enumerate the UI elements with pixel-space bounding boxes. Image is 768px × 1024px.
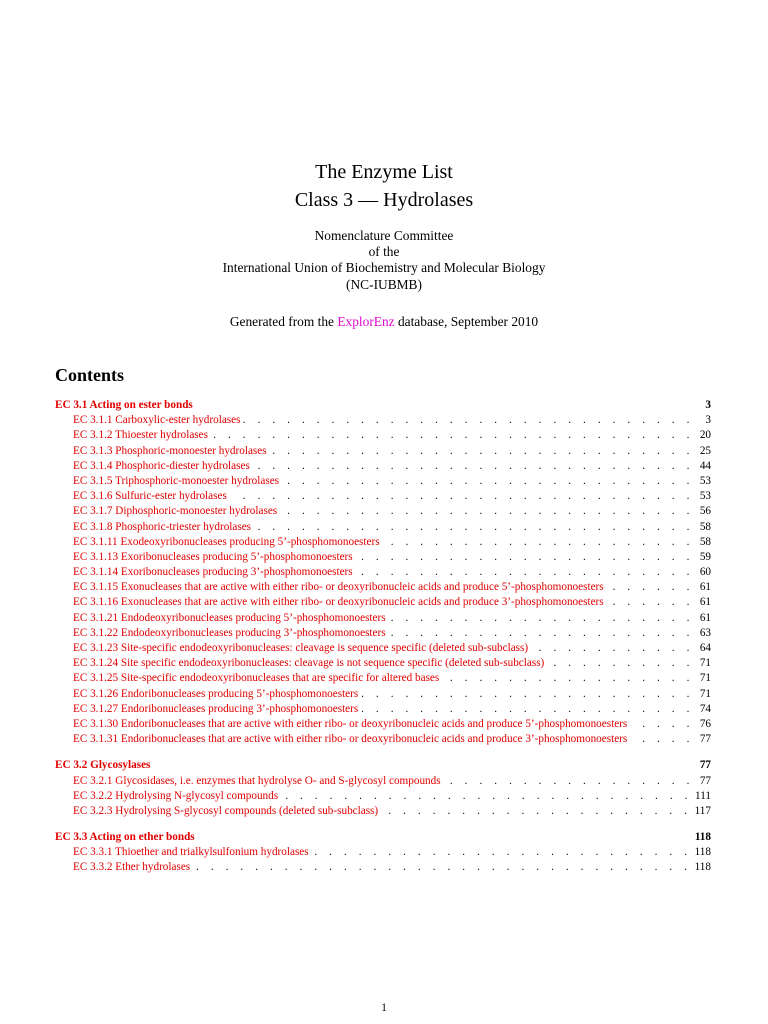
toc-entry-title[interactable]: EC 3.1.26 Endoribonucleases producing 5’-phosphomonoesters xyxy=(73,687,359,700)
toc-entry-title[interactable]: EC 3.1.23 Site-specific endodeoxyribonucleases: cleavage is sequence specific (deleted sub-subclass) xyxy=(73,642,529,654)
toc-entry-page: 63 xyxy=(699,626,711,639)
toc-leader-dots xyxy=(282,474,694,489)
toc-leader-dots xyxy=(270,444,694,459)
toc-entry-title[interactable]: EC 3.1.31 Endoribonucleases that are active with either ribo- or deoxyribonucleic acids and produce 3’-phosphomonoesters xyxy=(73,733,628,746)
toc-entry-title[interactable]: EC 3.3.2 Ether hydrolases xyxy=(73,861,191,874)
toc-entry[interactable] xyxy=(55,489,711,504)
toc-leader-dots xyxy=(389,611,694,626)
toc-entry[interactable] xyxy=(55,550,711,565)
toc-entry[interactable] xyxy=(55,565,711,580)
toc-leader-dots xyxy=(361,687,694,702)
toc-entry-page: 118 xyxy=(694,861,711,874)
toc-entry[interactable] xyxy=(55,641,711,656)
committee-block xyxy=(0,228,768,293)
toc-entry[interactable] xyxy=(55,860,711,875)
document-title xyxy=(0,158,768,214)
toc-leader-dots xyxy=(280,504,694,519)
toc-entry-title[interactable]: EC 3.1.27 Endoribonucleases producing 3’-phosphomonoesters xyxy=(73,702,359,715)
toc-entry[interactable] xyxy=(55,595,711,610)
toc-entry[interactable] xyxy=(55,845,711,860)
toc-entry-page: 118 xyxy=(694,846,711,859)
toc-entry-title[interactable]: EC 3.1.5 Triphosphoric-monoester hydrolases xyxy=(73,474,280,487)
committee-line-3: International Union of Biochemistry and Molecular Biology xyxy=(222,260,546,276)
toc-entry[interactable] xyxy=(55,626,711,641)
toc-entry-title[interactable]: EC 3.1.2 Thioester hydrolases xyxy=(73,429,208,442)
toc-section xyxy=(55,758,711,819)
toc-entry-page: 20 xyxy=(699,429,711,442)
toc-entry-page: 56 xyxy=(699,505,711,518)
toc-entry-page: 53 xyxy=(699,474,711,487)
toc-leader-dots xyxy=(253,459,694,474)
toc-entry-title[interactable]: EC 3.1.30 Endoribonucleases that are active with either ribo- or deoxyribonucleic acids and produce 5’-phosphomonoesters xyxy=(73,717,628,730)
toc-entry-title[interactable]: EC 3.1.3 Phosphoric-monoester hydrolases xyxy=(73,444,267,457)
toc-section-title[interactable]: EC 3.3 Acting on ether bonds xyxy=(55,831,195,844)
toc-leader-dots xyxy=(356,550,694,565)
toc-section-title[interactable]: EC 3.2 Glycosylases xyxy=(55,759,151,772)
toc-entry[interactable] xyxy=(55,732,711,747)
toc-entry[interactable] xyxy=(55,504,711,519)
toc-entry[interactable] xyxy=(55,611,711,626)
toc-entry-page: 53 xyxy=(699,490,711,503)
toc-entry-title[interactable]: EC 3.1.4 Phosphoric-diester hydrolases xyxy=(73,459,250,472)
generated-suffix: database, September 2010 xyxy=(394,314,539,329)
toc-entry[interactable] xyxy=(55,687,711,702)
table-of-contents xyxy=(55,398,711,887)
toc-entry-title[interactable]: EC 3.1.14 Exoribonucleases producing 3’-phosphomonoesters xyxy=(73,566,353,579)
toc-entry-page: 44 xyxy=(699,459,711,472)
toc-leader-dots xyxy=(281,789,692,804)
toc-entry-page: 3 xyxy=(705,414,711,427)
toc-leader-dots xyxy=(547,656,694,671)
toc-leader-dots xyxy=(630,717,694,732)
toc-entry-page: 71 xyxy=(699,687,711,700)
toc-entry[interactable] xyxy=(55,535,711,550)
toc-leader-dots xyxy=(381,804,691,819)
toc-entry-page: 58 xyxy=(699,535,711,548)
toc-entry-title[interactable]: EC 3.1.21 Endodeoxyribonucleases producing 5’-phosphomonoesters xyxy=(73,611,386,624)
toc-leader-dots xyxy=(361,702,694,717)
toc-section-page: 77 xyxy=(699,759,711,772)
toc-entry-page: 77 xyxy=(699,733,711,746)
toc-section xyxy=(55,830,711,876)
toc-leader-dots xyxy=(243,413,694,428)
toc-entry-page: 111 xyxy=(695,789,711,802)
toc-leader-dots xyxy=(630,732,694,747)
toc-entry-page: 60 xyxy=(699,566,711,579)
generated-note xyxy=(0,314,768,330)
toc-entry[interactable] xyxy=(55,804,711,819)
toc-section-page: 3 xyxy=(705,399,711,411)
toc-leader-dots xyxy=(193,860,691,875)
toc-entry-title[interactable]: EC 3.1.11 Exodeoxyribonucleases producing 5’-phosphomonoesters xyxy=(73,535,380,548)
toc-entry[interactable] xyxy=(55,428,711,443)
toc-leader-dots xyxy=(211,428,694,443)
toc-entry-title[interactable]: EC 3.1.24 Site specific endodeoxyribonucleases: cleavage is not sequence specific (deleted sub-subclass) xyxy=(73,657,545,670)
toc-entry-page: 61 xyxy=(699,611,711,624)
toc-entry-title[interactable]: EC 3.1.15 Exonucleases that are active with either ribo- or deoxyribonucleic acids and produce 5’-phosphomonoesters xyxy=(73,581,604,594)
toc-entry-title[interactable]: EC 3.1.16 Exonucleases that are active with either ribo- or deoxyribonucleic acids and produce 3’-phosphomonoesters xyxy=(73,596,604,609)
toc-entry[interactable] xyxy=(55,774,711,789)
toc-entry-title[interactable]: EC 3.1.22 Endodeoxyribonucleases producing 3’-phosphomonoesters xyxy=(73,626,386,639)
toc-entry-page: 61 xyxy=(699,581,711,594)
toc-entry-page: 76 xyxy=(699,717,711,730)
toc-entry-title[interactable]: EC 3.2.2 Hydrolysing N-glycosyl compounds xyxy=(73,789,279,802)
toc-entry[interactable] xyxy=(55,702,711,717)
toc-entry[interactable] xyxy=(55,413,711,428)
toc-leader-dots xyxy=(444,774,694,789)
committee-line-1: Nomenclature Committee xyxy=(314,228,454,243)
toc-entry-title[interactable]: EC 3.1.1 Carboxylic-ester hydrolases xyxy=(73,414,241,427)
toc-entry[interactable] xyxy=(55,671,711,686)
toc-section-entry[interactable] xyxy=(55,830,711,845)
title-line-2: Class 3 — Hydrolases xyxy=(294,189,474,211)
page-number: 1 xyxy=(381,1002,387,1014)
toc-entry-page: 71 xyxy=(699,672,711,685)
contents-heading: Contents xyxy=(55,365,125,385)
toc-section xyxy=(55,398,711,747)
toc-leader-dots xyxy=(389,626,694,641)
toc-leader-dots xyxy=(442,671,694,686)
toc-leader-dots xyxy=(607,580,694,595)
toc-entry-page: 71 xyxy=(699,657,711,670)
toc-entry[interactable] xyxy=(55,789,711,804)
toc-entry[interactable] xyxy=(55,474,711,489)
toc-leader-dots xyxy=(230,489,694,504)
title-line-1: The Enzyme List xyxy=(315,161,453,183)
toc-entry-page: 59 xyxy=(699,550,711,563)
toc-leader-dots xyxy=(356,565,694,580)
toc-entry[interactable] xyxy=(55,656,711,671)
toc-entry-page: 117 xyxy=(694,804,711,817)
toc-leader-dots xyxy=(607,595,694,610)
toc-entry-title[interactable]: EC 3.2.3 Hydrolysing S-glycosyl compounds (deleted sub-subclass) xyxy=(73,804,379,817)
toc-entry[interactable] xyxy=(55,717,711,732)
toc-entry[interactable] xyxy=(55,580,711,595)
generated-prefix: Generated from the xyxy=(229,314,338,329)
toc-entry-page: 64 xyxy=(699,642,711,654)
toc-entry-page: 77 xyxy=(699,774,711,787)
toc-section-title[interactable]: EC 3.1 Acting on ester bonds xyxy=(55,399,193,411)
toc-entry[interactable] xyxy=(55,444,711,459)
toc-entry[interactable] xyxy=(55,459,711,474)
toc-entry-title[interactable]: EC 3.1.8 Phosphoric-triester hydrolases xyxy=(73,520,252,533)
toc-entry-page: 58 xyxy=(699,520,711,533)
toc-section-page: 118 xyxy=(694,831,711,844)
explorenz-link[interactable]: ExplorEnz xyxy=(337,314,395,329)
toc-entry-title[interactable]: EC 3.1.13 Exoribonucleases producing 5’-phosphomonoesters xyxy=(73,550,353,563)
toc-leader-dots xyxy=(383,535,694,550)
toc-section-entry[interactable] xyxy=(55,398,711,413)
toc-leader-dots xyxy=(254,520,694,535)
toc-entry-page: 25 xyxy=(699,444,711,457)
committee-line-2: of the xyxy=(368,244,400,260)
toc-leader-dots xyxy=(312,845,692,860)
toc-entry-title[interactable]: EC 3.1.7 Diphosphoric-monoester hydrolases xyxy=(73,505,278,518)
toc-leader-dots xyxy=(531,641,694,656)
toc-entry-title[interactable]: EC 3.3.1 Thioether and trialkylsulfonium hydrolases xyxy=(73,846,309,859)
toc-entry-page: 61 xyxy=(699,596,711,609)
toc-entry-page: 74 xyxy=(699,702,711,715)
toc-entry[interactable] xyxy=(55,520,711,535)
toc-entry-title[interactable]: EC 3.1.6 Sulfuric-ester hydrolases xyxy=(73,490,227,503)
toc-entry-title[interactable]: EC 3.1.25 Site-specific endodeoxyribonucleases that are specific for altered bases xyxy=(73,672,440,685)
toc-entry-title[interactable]: EC 3.2.1 Glycosidases, i.e. enzymes that hydrolyse O- and S-glycosyl compounds xyxy=(73,774,441,787)
toc-section-entry[interactable] xyxy=(55,758,711,773)
committee-line-4: (NC-IUBMB) xyxy=(346,276,422,292)
